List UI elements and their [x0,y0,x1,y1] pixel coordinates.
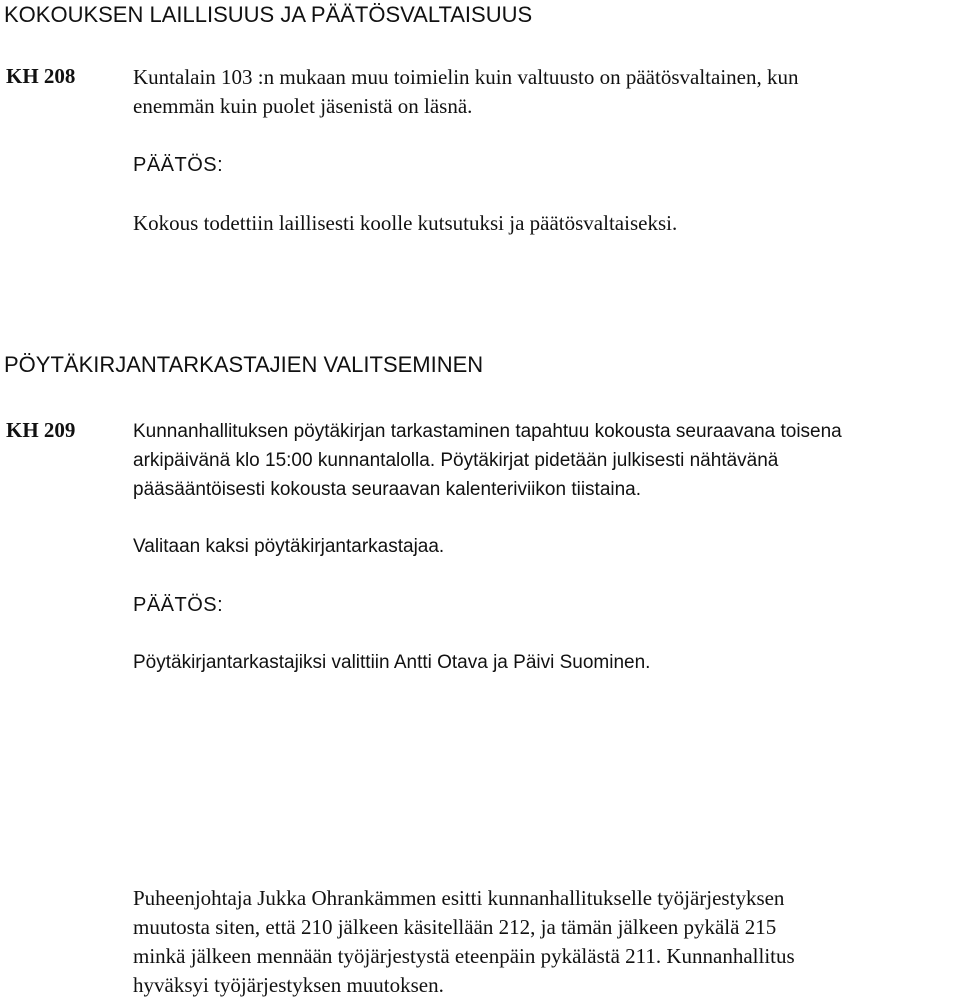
body-line: minkä jälkeen mennään työjärjestystä eteenpäin pykälästä 211. Kunnanhallitus [133,944,795,968]
section-heading-inspectors: PÖYTÄKIRJANTARKASTAJIEN VALITSEMINEN [4,352,484,377]
section-208-body [133,63,960,121]
decision-text: Pöytäkirjantarkastajiksi valittiin Antti Otava ja Päivi Suominen. [133,652,651,673]
decision-label: PÄÄTÖS: [133,594,224,616]
body-line: hyväksyi työjärjestyksen muutoksen. [133,973,444,997]
body-line: Puheenjohtaja Jukka Ohrankämmen esitti kunnanhallitukselle työjärjestyksen [133,886,785,910]
decision-label: PÄÄTÖS: [133,154,224,176]
section-number-209: KH 209 [6,418,76,442]
body-line: Kuntalain 103 :n mukaan muu toimielin kuin valtuusto on päätösvaltainen, kun [133,65,799,89]
decision-text: Kokous todettiin laillisesti koolle kutsutuksi ja päätösvaltaiseksi. [133,211,678,235]
body-line: arkipäivänä klo 15:00 kunnantalolla. Pöytäkirjat pidetään julkisesti nähtävänä [133,450,779,471]
section-number-208: KH 208 [6,64,76,88]
body-line: Kunnanhallituksen pöytäkirjan tarkastaminen tapahtuu kokousta seuraavana toisena [133,421,842,442]
body-line: pääsääntöisesti kokousta seuraavan kalenteriviikon tiistaina. [133,479,642,500]
section-209-body [133,417,960,504]
body-line: enemmän kuin puolet jäsenistä on läsnä. [133,94,473,118]
agenda-change-paragraph [133,884,960,1000]
body-line: muutosta siten, että 210 jälkeen käsitellään 212, ja tämän jälkeen pykälä 215 [133,915,777,939]
proposal-text: Valitaan kaksi pöytäkirjantarkastajaa. [133,536,445,557]
section-heading-legality: KOKOUKSEN LAILLISUUS JA PÄÄTÖSVALTAISUUS [4,2,533,27]
